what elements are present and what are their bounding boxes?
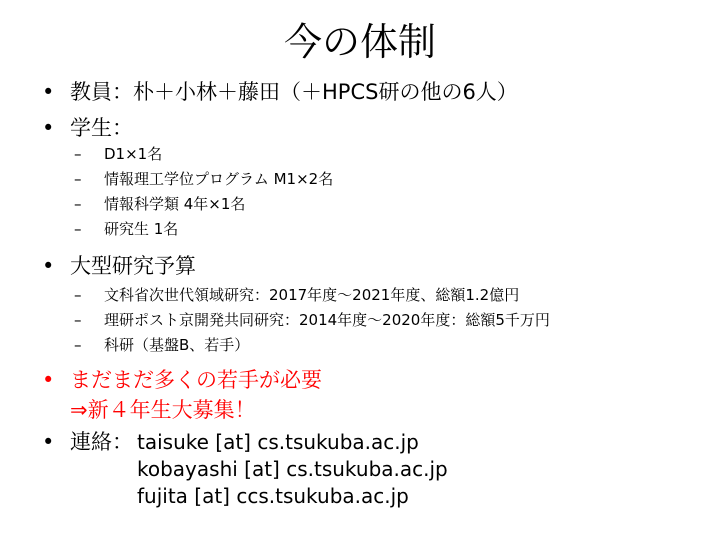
dash-marker: – [74, 336, 82, 354]
budget-item-text: 理研ポスト京開発共同研究：2014年度～2020年度：総額5千万円 [104, 311, 550, 329]
contact-email: taisuke [at] cs.tsukuba.ac.jp [137, 430, 419, 454]
bullet-dot: • [42, 80, 55, 104]
student-item-text: D1×1名 [104, 145, 163, 163]
contact-email: fujita [at] ccs.tsukuba.ac.jp [137, 484, 409, 508]
dash-marker: – [74, 220, 82, 238]
budget-label: 大型研究予算 [70, 254, 196, 278]
slide-title: 今の体制 [283, 20, 436, 64]
bullet-dot: • [42, 430, 55, 454]
budget-item-text: 文科省次世代領域研究：2017年度～2021年度、総額1.2億円 [104, 286, 520, 304]
budget-item-text: 科研（基盤B、若手） [104, 336, 250, 354]
bullet-dot: • [42, 116, 55, 140]
contact-email: kobayashi [at] cs.tsukuba.ac.jp [137, 457, 448, 481]
student-item-text: 研究生 1名 [104, 220, 179, 238]
students-label: 学生： [70, 116, 133, 140]
dash-marker: – [74, 195, 82, 213]
bullet-dot: • [42, 254, 55, 278]
contact-label: 連絡： [70, 430, 133, 454]
bullet-dot: • [42, 368, 55, 392]
dash-marker: – [74, 311, 82, 329]
student-item-text: 情報科学類 4年×1名 [104, 195, 246, 213]
student-item-text: 情報理工学位プログラム M1×2名 [104, 170, 334, 188]
staff-text: 教員：朴＋小林＋藤田（＋HPCS研の他の6人） [70, 80, 518, 104]
dash-marker: – [74, 145, 82, 163]
recruit-line-2: ⇒新４年生大募集！ [70, 398, 256, 422]
recruit-line-1: まだまだ多くの若手が必要 [70, 368, 322, 392]
dash-marker: – [74, 286, 82, 304]
dash-marker: – [74, 170, 82, 188]
